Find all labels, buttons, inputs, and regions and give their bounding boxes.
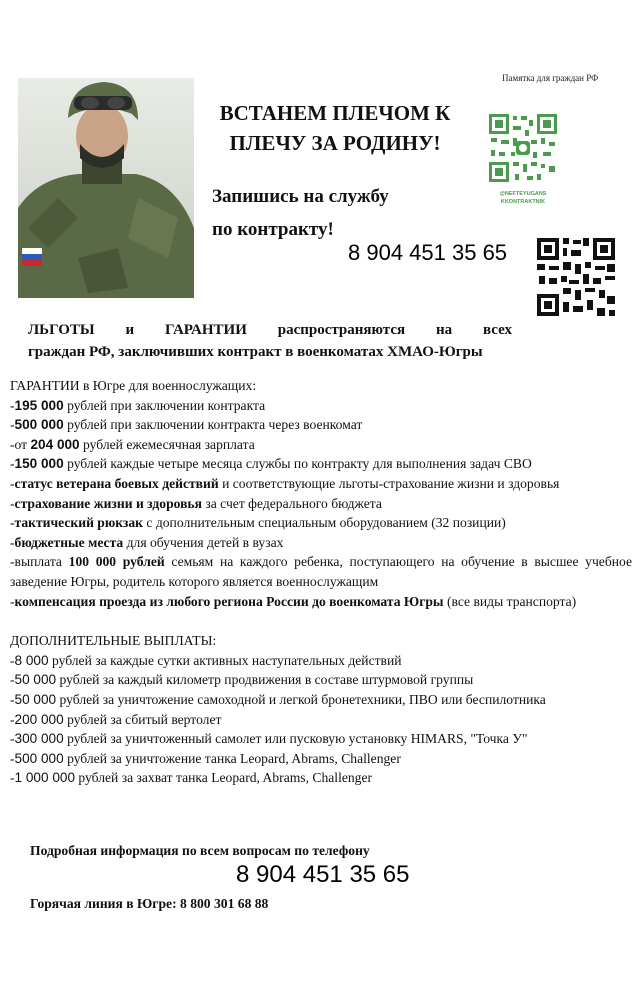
guarantee-item: -150 000 рублей каждые четыре месяца службы по контракту для выполнения задач СВО — [10, 456, 532, 472]
guarantee-item: -страхование жизни и здоровья за счет федерального бюджета — [10, 495, 382, 511]
headline-line-1: ВСТАНЕМ ПЛЕЧОМ К — [219, 101, 451, 125]
guarantees-section — [10, 376, 632, 788]
extra-payments-header: ДОПОЛНИТЕЛЬНЫЕ ВЫПЛАТЫ: — [10, 633, 217, 649]
headline — [200, 98, 470, 158]
extra-payment-item: -8 000 рублей за каждые сутки активных наступательных действий — [10, 652, 402, 668]
extra-payment-item: -200 000 рублей за сбитый вертолет — [10, 711, 222, 727]
guarantee-item: -статус ветерана боевых действий и соответствующие льготы-страхование жизни и здоровья — [10, 475, 560, 491]
qr-caption — [487, 190, 559, 206]
guarantee-item: -от 204 000 рублей ежемесячная зарплата — [10, 436, 255, 452]
qr-caption-line-1: @NEFTEYUGANS — [499, 191, 547, 197]
guarantee-item: -195 000 рублей при заключении контракта — [10, 397, 266, 413]
memo-label: Памятка для граждан РФ — [502, 73, 599, 83]
extra-payment-item: -300 000 рублей за уничтоженный самолет или пусковую установку HIMARS, "Точка У" — [10, 731, 528, 747]
guarantee-item: -компенсация проезда из любого региона России до военкомата Югры (все виды транспорта) — [10, 593, 577, 609]
subheadline-line-1: Запишись на службу — [212, 186, 389, 207]
soldier-photo — [18, 78, 194, 298]
info-text: Подробная информация по всем вопросам по телефону — [30, 843, 370, 858]
qr-code-black[interactable] — [535, 236, 617, 318]
subheadline-line-2: по контракту! — [212, 219, 334, 240]
guarantee-item: -500 000 рублей при заключении контракта через военкомат — [10, 417, 363, 433]
phone-bottom[interactable]: 8 904 451 35 65 — [236, 861, 410, 888]
headline-line-2: ПЛЕЧУ ЗА РОДИНУ! — [229, 131, 441, 155]
guarantee-item: -тактический рюкзак с дополнительным специальным оборудованием (32 позиции) — [10, 515, 506, 531]
benefits-heading-line-2: граждан РФ, заключивших контракт в военкоматах ХМАО-Югры — [28, 344, 483, 360]
extra-payment-item: -1 000 000 рублей за захват танка Leopard, Abrams, Challenger — [10, 770, 373, 786]
benefits-heading-line-1: ЛЬГОТЫ и ГАРАНТИИ распространяются на всех — [28, 322, 512, 338]
extra-payment-item: -50 000 рублей за уничтожение самоходной и легкой бронетехники, ПВО или беспилотника — [10, 691, 546, 707]
section-spacer — [10, 611, 632, 631]
qr-caption-line-2: KKONTRAKTNIK — [500, 199, 546, 205]
subheadline — [212, 180, 389, 246]
extra-payment-item: -500 000 рублей за уничтожение танка Leopard, Abrams, Challenger — [10, 750, 401, 766]
guarantee-item: -бюджетные места для обучения детей в вузах — [10, 534, 284, 550]
extra-payment-item: -50 000 рублей за каждый километр продвижения в составе штурмовой группы — [10, 672, 474, 688]
guarantee-item: -выплата 100 000 рублей семьям на каждого ребенка, поступающего на обучение в высшее учебное заведение Югры, родитель которого является военнослужащим — [10, 554, 633, 589]
hotline-text: Горячая линия в Югре: 8 800 301 68 88 — [30, 896, 269, 911]
guarantees-header: ГАРАНТИИ в Югре для военнослужащих: — [10, 378, 257, 393]
phone-top[interactable]: 8 904 451 35 65 — [348, 240, 508, 265]
qr-code-green[interactable] — [487, 112, 559, 184]
